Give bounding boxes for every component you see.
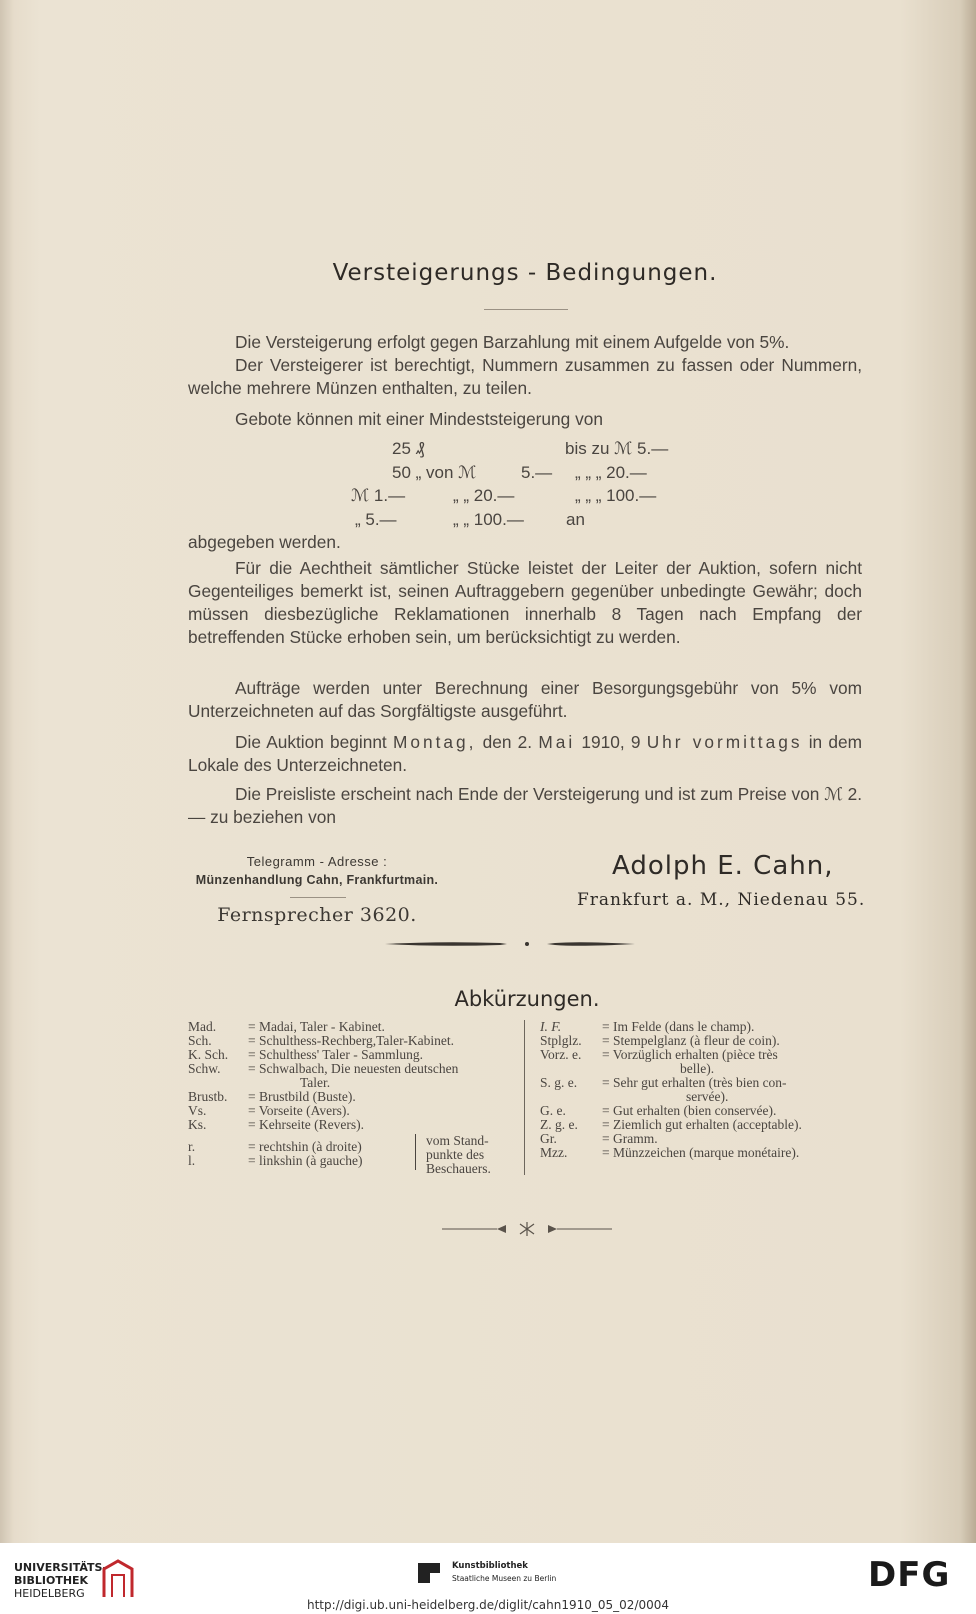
paragraph-auction-start: [188, 731, 862, 777]
title-divider: [484, 309, 568, 310]
ornament-icon: [442, 1222, 612, 1236]
museum-title: Kunstbibliothek: [452, 1561, 528, 1571]
abbr-item: I. F. = Im Felde (dans le champ).: [540, 1019, 755, 1034]
paragraph-commissions: Aufträge werden unter Berechnung einer Besorgungsgebühr von 5% vom Unterzeichneten auf das Sorgfältigste ausgeführt.: [188, 678, 862, 721]
paragraph-grouping: Der Versteigerer ist berechtigt, Nummern zusammen zu fassen oder Nummern, welche mehrere Münzen enthalten, zu teilen.: [188, 355, 862, 398]
abbr-item: Vs. = Vorseite (Avers).: [188, 1103, 350, 1118]
abbr-item: r. = rechtshin (à droite): [188, 1139, 362, 1154]
standpoint-note-line: vom Stand-: [426, 1133, 489, 1148]
increment-from: 50 „ von ℳ: [392, 463, 477, 482]
abbr-item: Z. g. e. = Ziemlich gut erhalten (acceptable).: [540, 1117, 802, 1132]
page-title: Versteigerungs - Bedingungen.: [332, 260, 718, 286]
column-divider: [524, 1020, 525, 1175]
standpoint-note-line: punkte des: [426, 1147, 485, 1162]
increment-to: bis zu ℳ 5.—: [565, 439, 669, 458]
brace: [411, 1134, 416, 1170]
abbr-item: Stplglz. = Stempelglanz (à fleur de coin).: [540, 1033, 780, 1048]
source-url[interactable]: http://digi.ub.uni-heidelberg.de/diglit/cahn1910_05_02/0004: [306, 1598, 670, 1612]
contact-divider: [290, 897, 346, 898]
abbr-item: G. e. = Gut erhalten (bien conservée).: [540, 1103, 777, 1118]
museum-logo-icon: [416, 1559, 444, 1587]
abbr-item: Sch. = Schulthess-Rechberg,Taler-Kabinet.: [188, 1033, 454, 1048]
abbr-item: Gr. = Gramm.: [540, 1131, 658, 1146]
abbr-item: Schw. = Schwalbach, Die neuesten deutschen: [188, 1061, 459, 1076]
abbr-item: Vorz. e. = Vorzüglich erhalten (pièce très: [540, 1047, 778, 1062]
auction-day: Montag,: [392, 732, 477, 752]
abbr-item-continued: belle).: [680, 1061, 715, 1076]
increment-to: „ „ „ 20.—: [575, 463, 647, 482]
auction-time: Uhr vormittags: [646, 732, 803, 752]
increment-from: 25 ₰: [392, 439, 425, 458]
telegram-label: Telegramm - Adresse :: [246, 854, 388, 869]
increment-range: „ „ 20.—: [453, 486, 515, 505]
increment-range: „ „ 100.—: [453, 510, 524, 529]
abbr-item: Brustb. = Brustbild (Buste).: [188, 1089, 356, 1104]
auction-year-hour: 1910, 9: [581, 732, 641, 752]
increment-to: an: [566, 510, 585, 529]
museum-subtitle: Staatliche Museen zu Berlin: [452, 1574, 557, 1583]
auction-month: Mai: [538, 732, 576, 752]
paragraph-payment: Die Versteigerung erfolgt gegen Barzahlung mit einem Aufgelde von 5%.: [235, 332, 790, 352]
abbr-item: Mzz. = Münzzeichen (marque monétaire).: [540, 1145, 800, 1160]
dfg-logo: DFG: [868, 1555, 951, 1595]
abbr-item: l. = linkshin (à gauche): [188, 1153, 363, 1168]
ornamental-divider: [380, 939, 640, 949]
increment-range: 5.—: [521, 463, 553, 482]
paragraph-price-list: Die Preisliste erscheint nach Ende der Versteigerung und ist zum Preise von ℳ 2.— zu beziehen von: [188, 784, 862, 827]
library-logo-icon: [100, 1557, 136, 1601]
abbreviations-title: Abkürzungen.: [454, 987, 600, 1011]
phone-number: Fernsprecher 3620.: [217, 904, 417, 926]
auction-start-text: Die Auktion beginnt: [235, 732, 387, 752]
auction-date-text: den 2.: [482, 732, 533, 752]
increment-from: ℳ 1.—: [351, 486, 406, 505]
auctioneer-name: Adolph E. Cahn,: [612, 851, 834, 881]
paragraph-authenticity: Für die Aechtheit sämtlicher Stücke leistet der Leiter der Auktion, sofern nicht Gegenteiliges bemerkt ist, seinen Auftraggebern gegenüber unbedingte Gewähr; doch müssen diesbezügliche Reklamationen innerhalb 8 Tagen nach Empfang der betreffenden Stücke erhoben sein, um berücksichtigt zu werden.: [188, 558, 862, 647]
auction-location: in dem Lokale des Unterzeichneten.: [188, 732, 862, 775]
abbr-item: K. Sch. = Schulthess' Taler - Sammlung.: [188, 1047, 423, 1062]
increment-to: „ „ „ 100.—: [575, 486, 657, 505]
telegram-address: Münzenhandlung Cahn, Frankfurtmain.: [195, 873, 439, 887]
auctioneer-address: Frankfurt a. M., Niedenau 55.: [577, 890, 866, 910]
abbr-item-continued: Taler.: [300, 1075, 331, 1090]
standpoint-note-line: Beschauers.: [426, 1161, 491, 1176]
paragraph-bids-end: abgegeben werden.: [188, 532, 341, 552]
abbr-item-continued: servée).: [686, 1089, 729, 1104]
library-logo-text: UNIVERSITÄTS- BIBLIOTHEK HEIDELBERG: [14, 1561, 108, 1600]
paragraph-bids: Gebote können mit einer Mindeststeigerung von: [235, 409, 603, 429]
increment-from: „ 5.—: [355, 510, 397, 529]
abbr-item: S. g. e. = Sehr gut erhalten (très bien con-: [540, 1075, 787, 1090]
abbr-item: Mad. = Madai, Taler - Kabinet.: [188, 1019, 385, 1034]
abbr-item: Ks. = Kehrseite (Revers).: [188, 1117, 364, 1132]
